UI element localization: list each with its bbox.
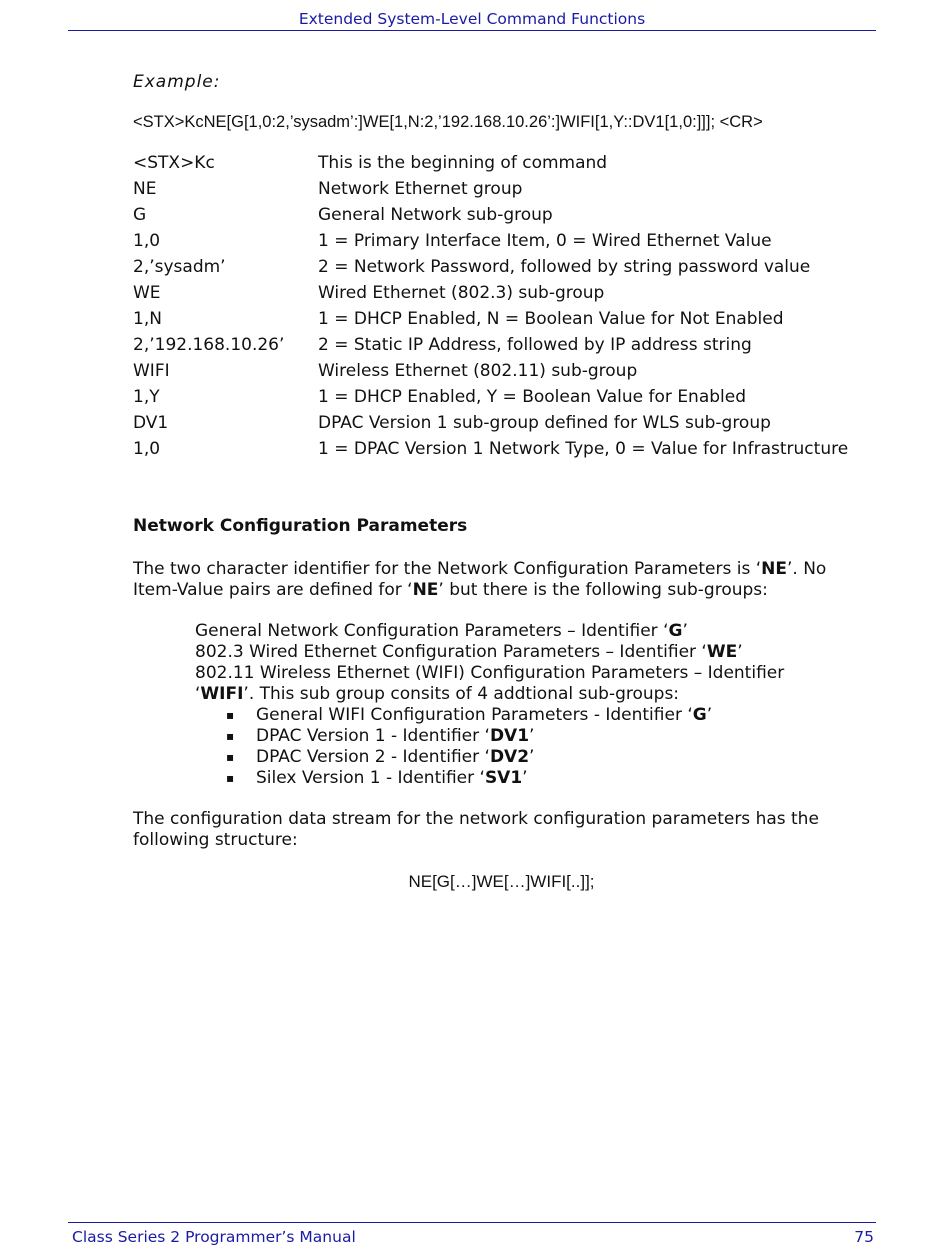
table-row [133, 332, 893, 358]
bullet-identifier: DV2 [489, 747, 530, 767]
command-description: Wired Ethernet (802.3) sub-group [318, 283, 605, 303]
subgroup-text: ’ [737, 642, 743, 662]
command-description: 1 = DHCP Enabled, N = Boolean Value for Not Enabled [318, 309, 784, 329]
subgroup-text: 802.3 Wired Ethernet Configuration Parameters – Identifier ‘ [195, 642, 707, 662]
bullet-text: Silex Version 1 - Identifier ‘ [256, 768, 485, 788]
command-description: Network Ethernet group [318, 179, 523, 199]
subgroup-text: ’. This sub group consits of 4 addtional sub-groups: [243, 684, 680, 704]
bullet-text: ’ [522, 768, 528, 788]
bullet-icon: ▪ [226, 750, 235, 764]
table-row [133, 384, 893, 410]
table-row [133, 176, 893, 202]
command-term: NE [133, 179, 157, 199]
command-description: Wireless Ethernet (802.11) sub-group [318, 361, 638, 381]
command-description: General Network sub-group [318, 205, 553, 225]
command-term: 1,Y [133, 387, 160, 407]
section-title: Network Configuration Parameters [133, 516, 468, 536]
example-label: Example: [133, 72, 221, 92]
command-term: 1,0 [133, 231, 161, 251]
bullet-icon: ▪ [226, 708, 235, 722]
command-term: 2,’192.168.10.26’ [133, 335, 285, 355]
page-footer [68, 1222, 876, 1249]
table-row [133, 280, 893, 306]
command-description: 2 = Static IP Address, followed by IP address string [318, 335, 752, 355]
command-term: WIFI [133, 361, 170, 381]
header-title: Extended System-Level Command Functions [298, 10, 646, 28]
table-row [133, 150, 893, 176]
structure-code: NE[G[…]WE[…]WIFI[..]]; [408, 872, 595, 891]
structure-paragraph: The configuration data stream for the network configuration parameters has the following structure: [133, 809, 819, 850]
command-term: DV1 [133, 413, 169, 433]
identifier-ne: NE [412, 580, 439, 600]
command-description: 1 = Primary Interface Item, 0 = Wired Ethernet Value [318, 231, 772, 251]
table-row [133, 358, 893, 384]
table-row [133, 306, 893, 332]
command-description: DPAC Version 1 sub-group defined for WLS sub-group [318, 413, 771, 433]
list-item [195, 726, 835, 747]
command-term: G [133, 205, 147, 225]
command-term: 2,’sysadm’ [133, 257, 226, 277]
subgroup-wired [195, 642, 835, 663]
command-description: This is the beginning of command [318, 153, 608, 173]
text-run: The two character identifier for the Network Configuration Parameters is ‘ [133, 559, 762, 579]
table-row [133, 410, 893, 436]
bullet-text: DPAC Version 2 - Identifier ‘ [256, 747, 490, 767]
command-description: 1 = DHCP Enabled, Y = Boolean Value for Enabled [318, 387, 747, 407]
bullet-text: ’ [529, 747, 535, 767]
subgroup-general [195, 621, 835, 642]
subgroup-text: ’ [682, 621, 688, 641]
subgroup-identifier: WIFI [200, 684, 244, 704]
table-row [133, 228, 893, 254]
bullet-text: ’ [706, 705, 713, 725]
intro-paragraph [133, 559, 853, 601]
page-number: 75 [854, 1228, 874, 1246]
bullet-icon: ▪ [226, 729, 235, 743]
text-run: ’ but there is the following sub-groups: [438, 580, 768, 600]
subgroup-identifier: G [668, 621, 683, 641]
command-term: <STX>Kc [133, 153, 215, 173]
command-breakdown-table [133, 150, 893, 462]
page-header [68, 0, 876, 31]
table-row [133, 202, 893, 228]
subgroup-identifier: WE [706, 642, 738, 662]
subgroup-text: General Network Configuration Parameters – Identifier ‘ [195, 621, 669, 641]
subgroup-text: 802.11 Wireless Ethernet (WIFI) Configuration Parameters – Identifier ‘ [195, 663, 785, 704]
bullet-identifier: G [692, 705, 707, 725]
bullet-identifier: SV1 [484, 768, 523, 788]
command-description: 1 = DPAC Version 1 Network Type, 0 = Value for Infrastructure [318, 439, 849, 459]
bullet-text: DPAC Version 1 - Identifier ‘ [256, 726, 490, 746]
list-item [195, 747, 835, 768]
table-row [133, 436, 893, 462]
footer-manual-title: Class Series 2 Programmer’s Manual [72, 1228, 356, 1246]
list-item [195, 768, 835, 789]
bullet-icon: ▪ [226, 771, 235, 785]
list-item [195, 705, 835, 726]
identifier-ne: NE [761, 559, 787, 579]
bullet-identifier: DV1 [489, 726, 530, 746]
subgroup-wireless [195, 663, 835, 705]
command-term: 1,0 [133, 439, 161, 459]
command-term: WE [133, 283, 161, 303]
example-command-code: <STX>KcNE[G[1,0:2,’sysadm’:]WE[1,N:2,’192.168.10.26’:]WIFI[1,Y::DV1[1,0:]]]; <CR> [133, 113, 763, 131]
table-row [133, 254, 893, 280]
command-description: 2 = Network Password, followed by string password value [318, 257, 811, 277]
bullet-text: ’ [529, 726, 535, 746]
command-term: 1,N [133, 309, 162, 329]
subgroup-list [195, 621, 835, 789]
bullet-text: General WIFI Configuration Parameters - Identifier ‘ [256, 705, 693, 725]
text-run: ’. No Item-Value pairs are defined for ‘ [133, 559, 827, 600]
